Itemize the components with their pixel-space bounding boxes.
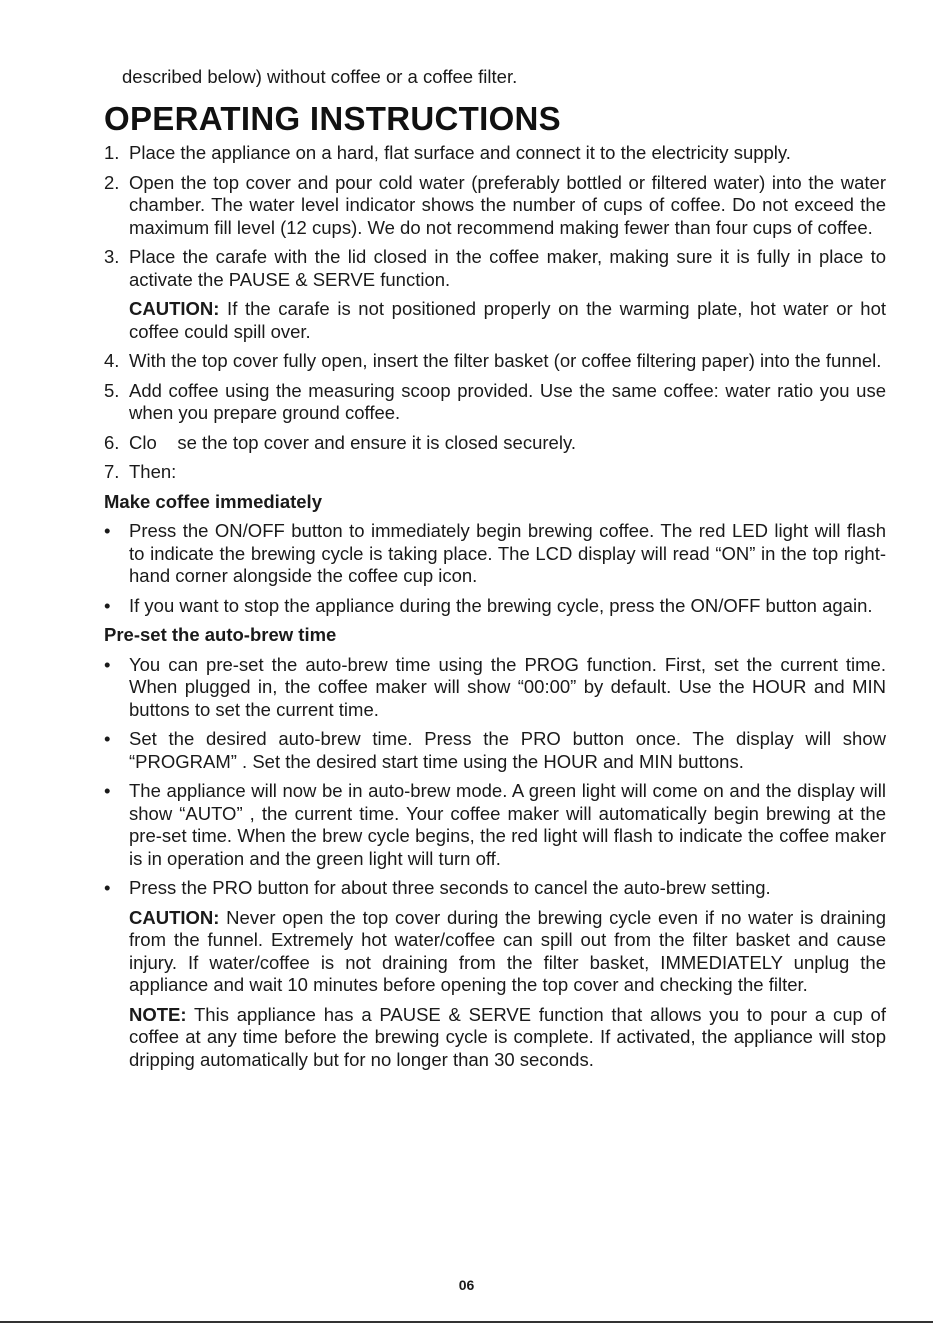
step-item xyxy=(104,432,886,455)
step-item xyxy=(104,350,886,373)
step-text: Place the carafe with the lid closed in the coffee maker, making sure it is fully in place to activate the PAUSE & SERVE function. xyxy=(129,246,886,290)
step-number: 1. xyxy=(104,142,120,163)
caution-text: If the carafe is not positioned properly on the warming plate, hot water or hot coffee could spill over. xyxy=(129,298,886,342)
note-text: This appliance has a PAUSE & SERVE function that allows you to pour a cup of coffee at any time before the brewing cycle is complete. If activated, the appliance will stop dripping automatically but for no longer than 30 seconds. xyxy=(129,1003,886,1070)
step-item xyxy=(104,461,886,484)
caution-text: Never open the top cover during the brewing cycle even if no water is draining from the funnel. Extremely hot water/coffee can spill out from the filter basket and cause injury. If water/coffee is not draining from the filter basket, IMMEDIATELY unplug the appliance and wait 10 minutes before opening the top cover and checking the filter. xyxy=(129,906,886,995)
step-item xyxy=(104,246,886,291)
section-heading: Make coffee immediately xyxy=(104,490,322,512)
caution-label: CAUTION: xyxy=(129,298,220,319)
caution-label: CAUTION: xyxy=(129,906,220,928)
bullet-text: Press the PRO button for about three seconds to cancel the auto-brew setting. xyxy=(129,877,771,898)
step-number: 7. xyxy=(104,461,120,482)
step-text: Open the top cover and pour cold water (preferably bottled or filtered water) into the water chamber. The water level indicator shows the number of cups of coffee. Do not exceed the maximum fill level (12 cups). We do not recommend making fewer than four cups of coffee. xyxy=(129,171,886,238)
instructions-body xyxy=(104,142,886,1078)
bullet-marker: • xyxy=(104,728,111,749)
bullet-item xyxy=(104,877,886,900)
step-text: With the top cover fully open, insert the filter basket (or coffee filtering paper) into the funnel. xyxy=(129,350,882,371)
bullet-item xyxy=(104,780,886,870)
bullet-item xyxy=(104,654,886,722)
step-item xyxy=(104,142,886,165)
note-label: NOTE: xyxy=(129,1003,187,1025)
step-text: Clo se the top cover and ensure it is closed securely. xyxy=(129,431,576,453)
section-heading: Pre-set the auto-brew time xyxy=(104,624,337,645)
bullet-item xyxy=(104,520,886,588)
step-text: Place the appliance on a hard, flat surface and connect it to the electricity supply. xyxy=(129,142,791,163)
step-number: 4. xyxy=(104,350,120,371)
bullet-marker: • xyxy=(104,780,111,801)
info-note xyxy=(104,1004,886,1072)
bullet-item xyxy=(104,595,886,618)
step-text: Then: xyxy=(129,461,177,482)
step-number: 6. xyxy=(104,431,120,453)
bullet-text: If you want to stop the appliance during the brewing cycle, press the ON/OFF button again. xyxy=(129,594,873,616)
step-text: Add coffee using the measuring scoop provided. Use the same coffee: water ratio you use when you prepare ground coffee. xyxy=(129,379,886,423)
bottom-divider xyxy=(0,1321,933,1323)
bullet-marker: • xyxy=(104,594,111,616)
bullet-text: You can pre-set the auto-brew time using the PROG function. First, set the current time. When plugged in, the coffee maker will show “00:00” by default. Use the HOUR and MIN buttons to set the current time. xyxy=(129,653,886,720)
page-title: OPERATING INSTRUCTIONS xyxy=(104,100,561,137)
step-number: 3. xyxy=(104,246,120,267)
step-number: 5. xyxy=(104,379,120,401)
step-number: 2. xyxy=(104,171,120,193)
bullet-marker: • xyxy=(104,520,111,541)
step-item xyxy=(104,172,886,240)
caution-note xyxy=(104,907,886,997)
bullet-marker: • xyxy=(104,653,111,675)
step-item xyxy=(104,380,886,425)
page-number: 06 xyxy=(458,1277,475,1293)
bullet-item xyxy=(104,728,886,773)
caution-note xyxy=(104,298,886,343)
bullet-text: Set the desired auto-brew time. Press the PRO button once. The display will show “PROGRAM” . Set the desired start time using the HOUR and MIN buttons. xyxy=(129,728,886,772)
bullet-text: Press the ON/OFF button to immediately begin brewing coffee. The red LED light will flash to indicate the brewing cycle is taking place. The LCD display will read “ON” in the top right-hand corner alongside the coffee cup icon. xyxy=(129,520,886,586)
bullet-marker: • xyxy=(104,877,111,898)
intro-text: described below) without coffee or a coffee filter. xyxy=(122,66,518,87)
bullet-text: The appliance will now be in auto-brew mode. A green light will come on and the display will show “AUTO” , the current time. Your coffee maker will automatically begin brewing at the pre-set time. When the brew cycle begins, the red light will flash to indicate the coffee maker is in operation and the green light will turn off. xyxy=(129,780,886,869)
